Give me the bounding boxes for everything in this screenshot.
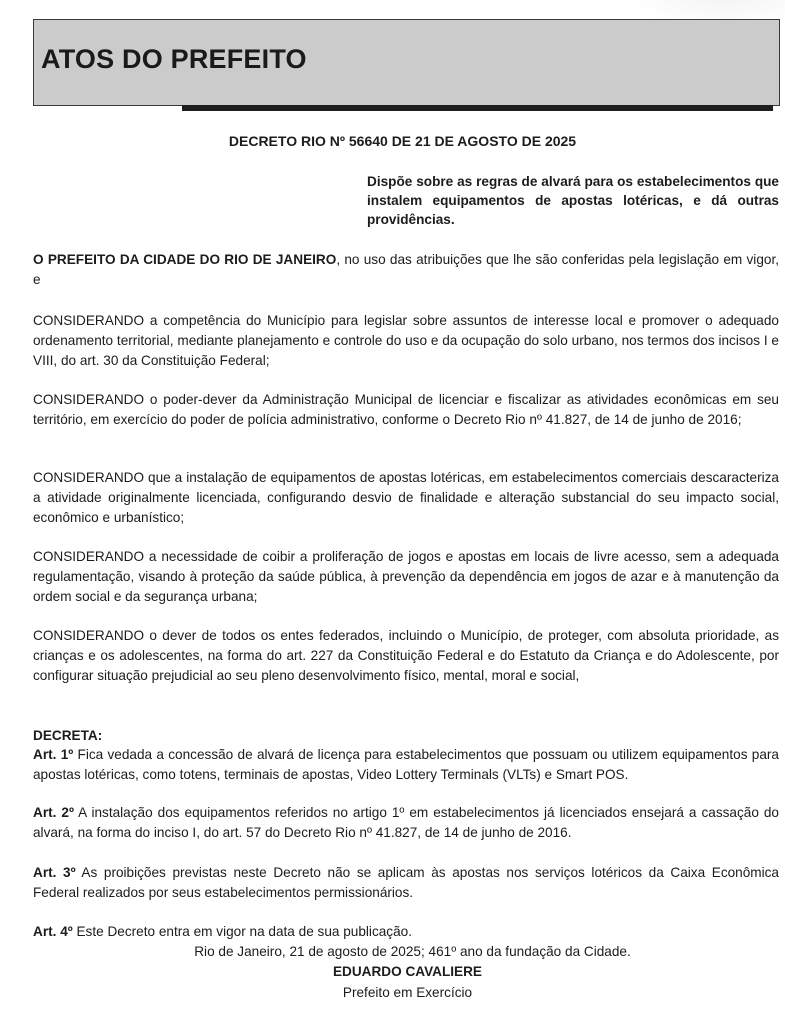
- decree-title: DECRETO RIO Nº 56640 DE 21 DE AGOSTO DE 2025: [228, 133, 577, 149]
- preamble-lead: O PREFEITO DA CIDADE DO RIO DE JANEIRO: [33, 252, 337, 267]
- section-header: [33, 19, 780, 106]
- considerando-3: CONSIDERANDO que a instalação de equipamentos de apostas lotéricas, em estabelecimentos comerciais descaracteriza a atividade originalmente licenciada, configurando desvio de finalidade e alteração substancial do seu impacto social, econômico e urbanístico;: [33, 470, 779, 525]
- article-label: Art. 4º: [33, 924, 73, 939]
- decree-ementa: Dispõe sobre as regras de alvará para os estabelecimentos que instalem equipamentos de apostas lotéricas, e dá outras providências.: [367, 174, 779, 227]
- signatory-name: EDUARDO CAVALIERE: [332, 964, 483, 979]
- section-title: ATOS DO PREFEITO: [41, 44, 307, 74]
- header-underline: [182, 105, 773, 111]
- article-2: [33, 803, 779, 843]
- preamble-text: , no uso das atribuições que lhe são conferidas pela legislação em vigor, e: [33, 252, 780, 287]
- article-text: Fica vedada a concessão de alvará de licença para estabelecimentos que possuam ou utilizem equipamentos para apostas lotéricas, como totens, terminais de apostas, Video Lottery Terminals (VLTs) e Smart POS.: [33, 747, 779, 782]
- article-label: Art. 1º: [33, 747, 74, 762]
- article-label: Art. 3º: [33, 865, 76, 880]
- considerando-1: CONSIDERANDO a competência do Município para legislar sobre assuntos de interesse local e promover o adequado ordenamento territorial, mediante planejamento e controle do uso e da ocupação do solo urbano, nos termos dos incisos I e VIII, do art. 30 da Constituição Federal;: [33, 313, 779, 368]
- considerando-2: CONSIDERANDO o poder-dever da Administração Municipal de licenciar e fiscalizar as atividades econômicas em seu território, em exercício do poder de polícia administrativo, conforme o Decreto Rio nº 41.827, de 14 de junho de 2016;: [33, 392, 779, 427]
- signatory-role: Prefeito em Exercício: [342, 985, 473, 1000]
- article-text: As proibições previstas neste Decreto não se aplicam às apostas nos serviços lotéricos da Caixa Econômica Federal realizados por seus estabelecimentos permissionários.: [33, 865, 779, 900]
- article-3: [33, 863, 779, 903]
- article-text: Este Decreto entra em vigor na data de sua publicação.: [72, 924, 413, 939]
- article-1: [33, 745, 779, 785]
- article-text: A instalação dos equipamentos referidos no artigo 1º em estabelecimentos já licenciados ensejará a cassação do alvará, na forma do inciso I, do art. 57 do Decreto Rio nº 41.827, de 14 de junho de 2016.: [33, 805, 779, 840]
- place-date: Rio de Janeiro, 21 de agosto de 2025; 461º ano da fundação da Cidade.: [194, 944, 631, 959]
- article-label: Art. 2º: [33, 805, 74, 820]
- considerando-5: CONSIDERANDO o dever de todos os entes federados, incluindo o Município, de proteger, com absoluta prioridade, as crianças e os adolescentes, na forma do art. 227 da Constituição Federal e do Estatuto da Criança e do Adolescente, por configurar situação prejudicial ao seu pleno desenvolvimento físico, mental, moral e social,: [33, 628, 779, 683]
- preamble: [33, 250, 779, 290]
- decreta-label: DECRETA:: [33, 728, 103, 743]
- considerando-4: CONSIDERANDO a necessidade de coibir a proliferação de jogos e apostas em locais de livre acesso, sem a adequada regulamentação, visando à proteção da saúde pública, à prevenção da dependência em jogos de azar e à manutenção da ordem social e da segurança urbana;: [33, 549, 779, 604]
- article-4: [33, 922, 779, 942]
